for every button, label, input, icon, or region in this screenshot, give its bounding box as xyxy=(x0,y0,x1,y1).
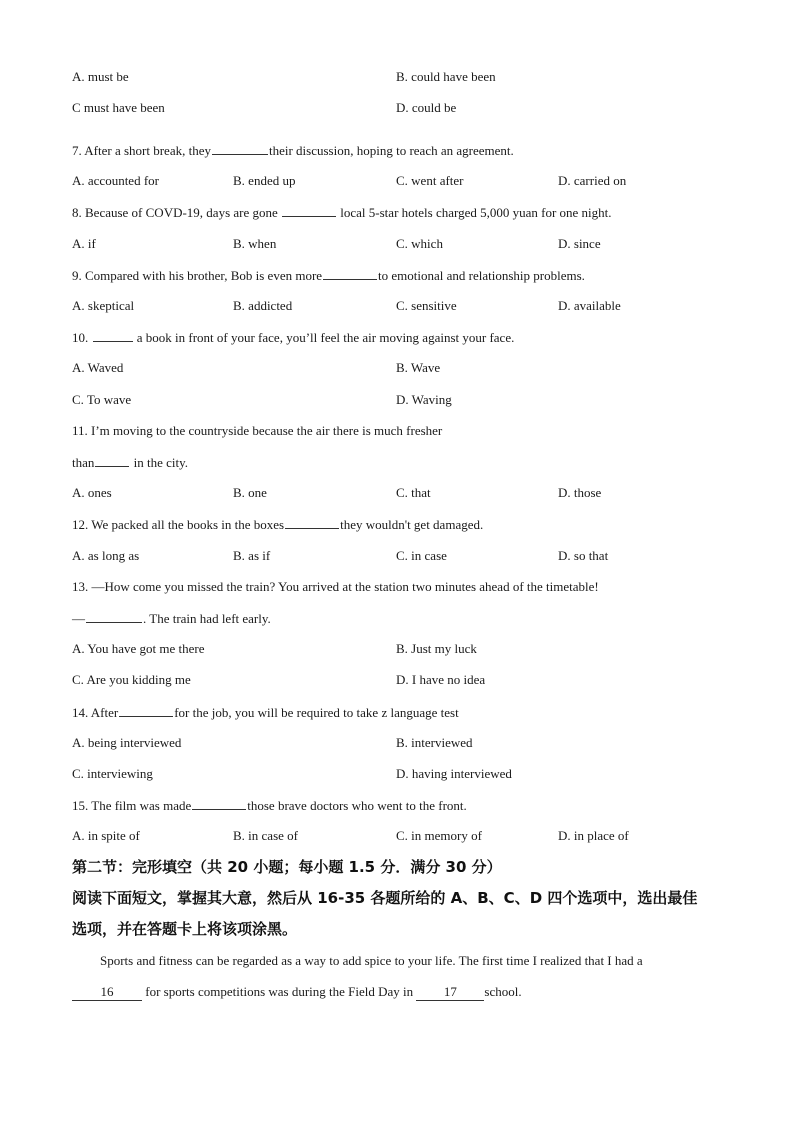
question-15 xyxy=(72,797,467,814)
question-11-cont xyxy=(72,454,188,471)
section-heading: 第二节：完形填空（共 20 小题；每小题 1.5 分．满分 30 分） xyxy=(72,858,502,876)
q6-option-d: D. could be xyxy=(396,100,457,115)
question-8 xyxy=(72,204,612,221)
passage-line-2-end: school. xyxy=(484,984,522,999)
q10-stem-start: 10. xyxy=(72,330,92,345)
q11-option-d: D. those xyxy=(558,485,602,500)
q15-option-b: B. in case of xyxy=(233,828,298,843)
q9-stem-start: 9. Compared with his brother, Bob is even more xyxy=(72,268,323,283)
q15-stem-end: those brave doctors who went to the front. xyxy=(247,798,467,813)
q8-stem-start: 8. Because of COVD-19, days are gone xyxy=(72,205,282,220)
q14-option-c: C. interviewing xyxy=(72,766,153,781)
question-13-cont xyxy=(72,610,271,627)
q13-option-d: D. I have no idea xyxy=(396,672,486,687)
q11-stem-start: than xyxy=(72,455,95,470)
q9-option-a: A. skeptical xyxy=(72,298,135,313)
q10-stem-end: a book in front of your face, you’ll feel the air moving against your face. xyxy=(133,330,515,345)
q6-option-c: C must have been xyxy=(72,100,165,115)
q7-option-b: B. ended up xyxy=(233,173,296,188)
passage-line-1: Sports and fitness can be regarded as a way to add spice to your life. The first time I realized that I had a xyxy=(100,953,643,968)
q8-option-a: A. if xyxy=(72,236,96,251)
q7-blank xyxy=(212,142,268,155)
q11-stem-end: in the city. xyxy=(130,455,189,470)
q11-option-b: B. one xyxy=(233,485,267,500)
q11-blank xyxy=(95,454,129,467)
q8-stem-end: local 5-star hotels charged 5,000 yuan for one night. xyxy=(337,205,612,220)
question-11: 11. I’m moving to the countryside because the air there is much fresher xyxy=(72,423,443,438)
question-13: 13. —How come you missed the train? You arrived at the station two minutes ahead of the timetable! xyxy=(72,579,599,594)
q14-blank xyxy=(119,704,173,717)
q15-option-d: D. in place of xyxy=(558,828,629,843)
q9-blank xyxy=(323,267,377,280)
q8-option-c: C. which xyxy=(396,236,443,251)
q12-stem-start: 12. We packed all the books in the boxes xyxy=(72,517,285,532)
question-10 xyxy=(72,329,514,346)
q10-option-c: C. To wave xyxy=(72,392,132,407)
q13-option-c: C. Are you kidding me xyxy=(72,672,191,687)
q14-option-a: A. being interviewed xyxy=(72,735,182,750)
q12-option-b: B. as if xyxy=(233,548,271,563)
q14-option-d: D. having interviewed xyxy=(396,766,512,781)
q15-stem-start: 15. The film was made xyxy=(72,798,192,813)
q14-stem-start: 14. After xyxy=(72,705,119,720)
q8-option-d: D. since xyxy=(558,236,601,251)
q13-blank xyxy=(86,610,142,623)
q12-option-d: D. so that xyxy=(558,548,609,563)
q15-option-a: A. in spite of xyxy=(72,828,140,843)
q13-option-a: A. You have got me there xyxy=(72,641,205,656)
passage-line-2-mid: for sports competitions was during the Field Day in xyxy=(142,984,417,999)
q7-option-a: A. accounted for xyxy=(72,173,159,188)
q10-option-d: D. Waving xyxy=(396,392,452,407)
q12-stem-end: they wouldn't get damaged. xyxy=(340,517,484,532)
q12-option-c: C. in case xyxy=(396,548,447,563)
passage-line-2 xyxy=(72,984,522,1001)
q13-stem-start: — xyxy=(72,611,85,626)
blank-16: 16 xyxy=(72,984,142,1001)
q10-option-a: A. Waved xyxy=(72,360,124,375)
question-12 xyxy=(72,516,483,533)
q8-option-b: B. when xyxy=(233,236,277,251)
q9-option-d: D. available xyxy=(558,298,621,313)
q6-option-b: B. could have been xyxy=(396,69,496,84)
q12-blank xyxy=(285,516,339,529)
q10-blank xyxy=(93,329,133,342)
question-9 xyxy=(72,267,585,284)
q11-option-c: C. that xyxy=(396,485,431,500)
q7-stem-start: 7. After a short break, they xyxy=(72,143,211,158)
q14-stem-end: for the job, you will be required to take z language test xyxy=(174,705,459,720)
q12-option-a: A. as long as xyxy=(72,548,140,563)
q13-stem-end: . The train had left early. xyxy=(143,611,271,626)
section-instruction-line2: 选项，并在答题卡上将该项涂黑。 xyxy=(72,920,298,938)
q9-option-c: C. sensitive xyxy=(396,298,457,313)
question-14 xyxy=(72,704,459,721)
q9-stem-end: to emotional and relationship problems. xyxy=(378,268,585,283)
q15-blank xyxy=(192,797,246,810)
question-7 xyxy=(72,142,514,159)
q11-option-a: A. ones xyxy=(72,485,112,500)
q14-option-b: B. interviewed xyxy=(396,735,473,750)
q7-option-d: D. carried on xyxy=(558,173,627,188)
q10-option-b: B. Wave xyxy=(396,360,441,375)
q15-option-c: C. in memory of xyxy=(396,828,482,843)
q7-option-c: C. went after xyxy=(396,173,464,188)
q8-blank xyxy=(282,204,336,217)
q7-stem-end: their discussion, hoping to reach an agreement. xyxy=(268,143,514,158)
q13-option-b: B. Just my luck xyxy=(396,641,477,656)
section-instruction-line1: 阅读下面短文，掌握其大意，然后从 16-35 各题所给的 A、B、C、D 四个选项中，选出最佳 xyxy=(72,889,698,907)
blank-17: 17 xyxy=(416,984,484,1001)
q9-option-b: B. addicted xyxy=(233,298,293,313)
q6-option-a: A. must be xyxy=(72,69,129,84)
